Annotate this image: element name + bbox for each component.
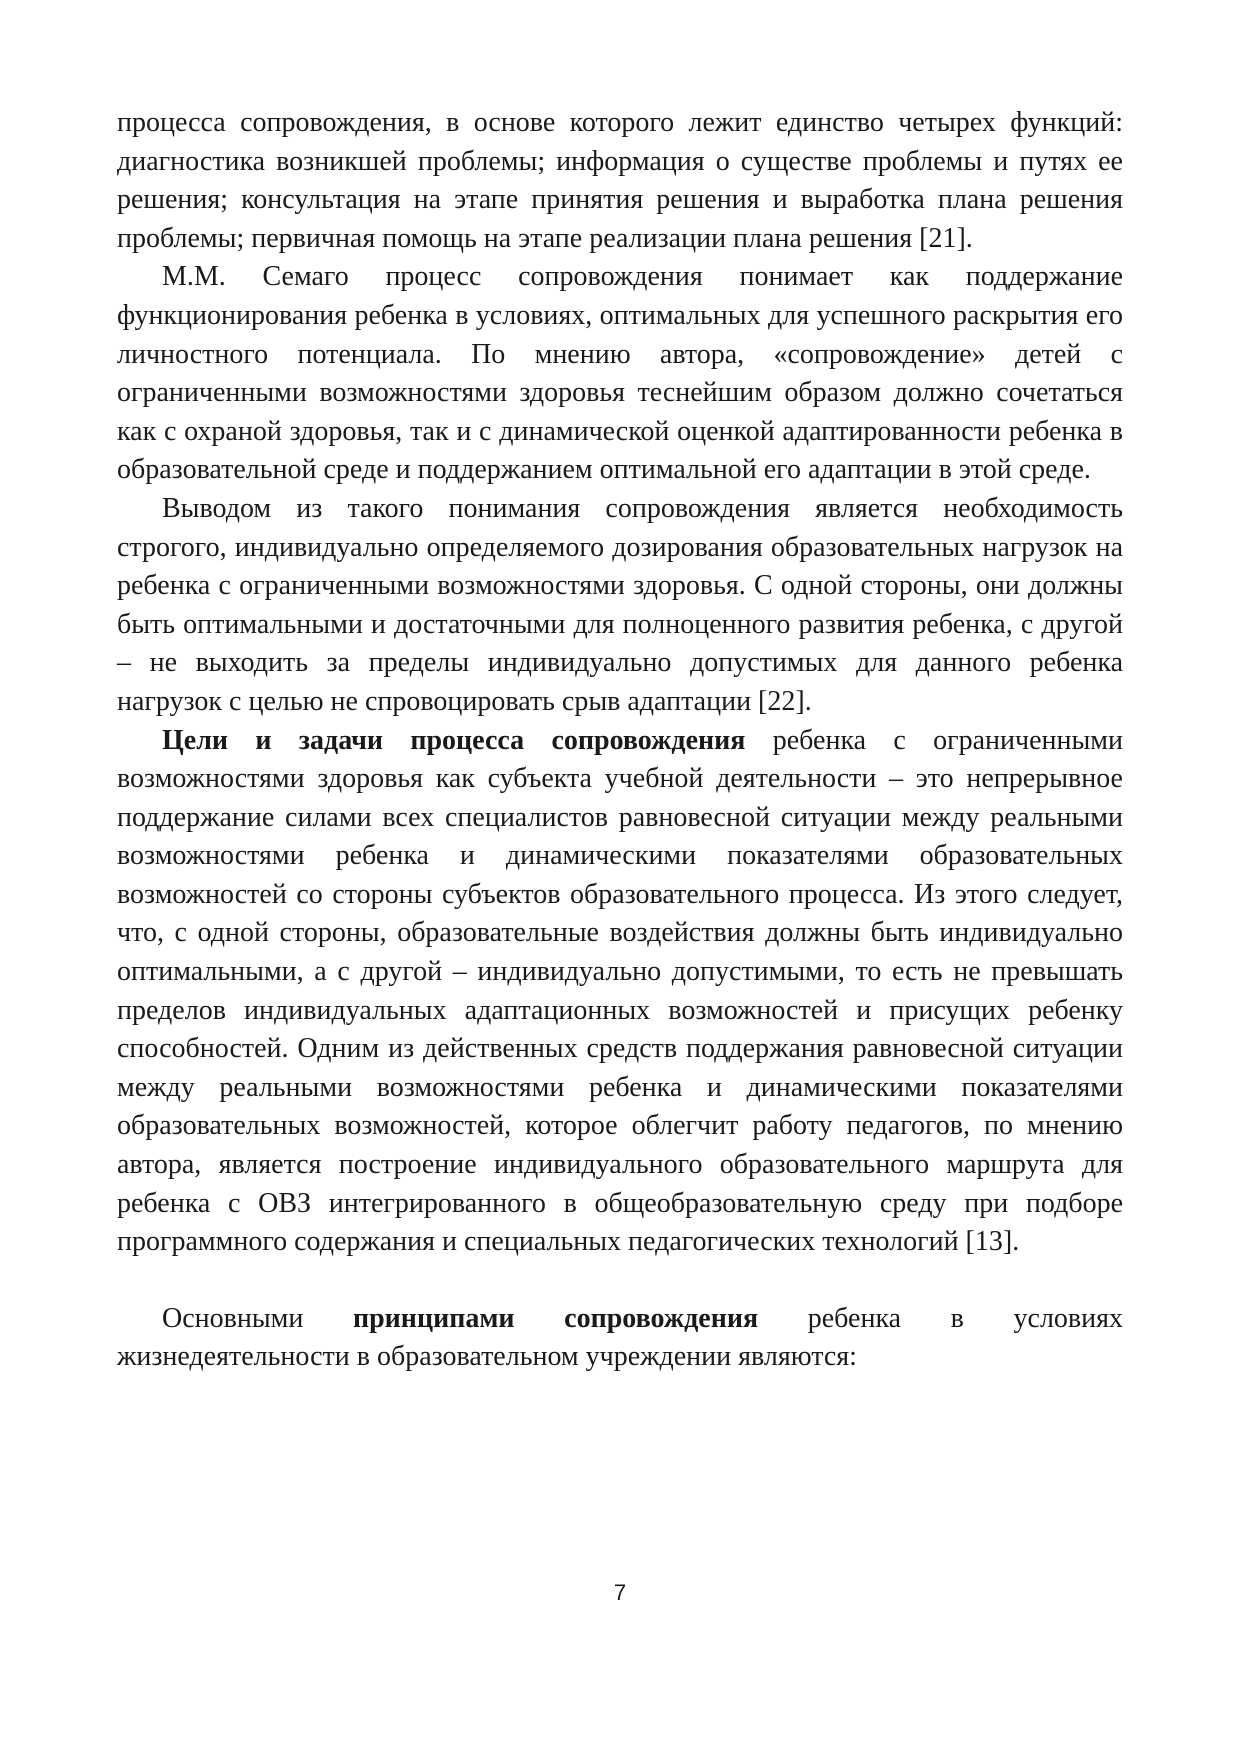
paragraph-semago [117, 258, 1123, 490]
paragraph-continuation [117, 104, 1123, 258]
page-number: 7 [613, 1580, 627, 1605]
paragraph-text: процесса сопровождения, в основе которого лежит единство четырех функций: диагностика возникшей проблемы; информация о существе проблемы и путях ее решения; консультация на этапе принятия решения и выработка плана решения проблемы; первичная помощь на этапе реализации плана решения [21]. [117, 107, 1123, 254]
paragraph-spacer [117, 1262, 1123, 1300]
page-body [117, 104, 1123, 1377]
paragraph-principles [117, 1300, 1123, 1377]
paragraph-text: Выводом из такого понимания сопровождения является необходимость строгого, индивидуально определяемого дозирования образовательных нагрузок на ребенка с ограниченными возможностями здоровья. С одной стороны, они должны быть оптимальными и достаточными для полноценного развития ребенка, с другой – не выходить за пределы индивидуально допустимых для данного ребенка нагрузок с целью не спровоцировать срыв адаптации [22]. [117, 492, 1123, 717]
paragraph-lead: Основными [162, 1302, 353, 1334]
bold-term: принципами сопровождения [352, 1302, 759, 1334]
paragraph-text: ребенка в условиях жизнедеятельности в образовательном учреждении являются: [117, 1302, 1123, 1373]
paragraph-text: М.М. Семаго процесс сопровождения понимает как поддержание функционирования ребенка в условиях, оптимальных для успешного раскрытия его личностного потенциала. По мнению автора, «сопровождение» детей с ограниченными возможностями здоровья теснейшим образом должно сочетаться как с охраной здоровья, так и с динамической оценкой адаптированности ребенка в образовательной среде и поддержанием оптимальной его адаптации в этой среде. [117, 261, 1123, 486]
paragraph-conclusion [117, 490, 1123, 722]
paragraph-goals [117, 722, 1123, 1262]
paragraph-text: ребенка с ограниченными возможностями здоровья как субъекта учебной деятельности – это непрерывное поддержание силами всех специалистов равновесной ситуации между реальными возможностями ребенка и динамическими показателями образовательных возможностей со стороны субъектов образовательного процесса. Из этого следует, что, с одной стороны, образовательные воздействия должны быть индивидуально оптимальными, а с другой – индивидуально допустимыми, то есть не превышать пределов индивидуальных адаптационных возможностей и присущих ребенку способностей. Одним из действенных средств поддержания равновесной ситуации между реальными возможностями ребенка и динамическими показателями образовательных возможностей, которое облегчит работу педагогов, по мнению автора, является построение индивидуального образовательного маршрута для ребенка с ОВЗ интегрированного в общеобразовательную среду при подборе программного содержания и специальных педагогических технологий [13]. [117, 724, 1123, 1258]
bold-term: Цели и задачи процесса сопровождения [162, 724, 746, 756]
